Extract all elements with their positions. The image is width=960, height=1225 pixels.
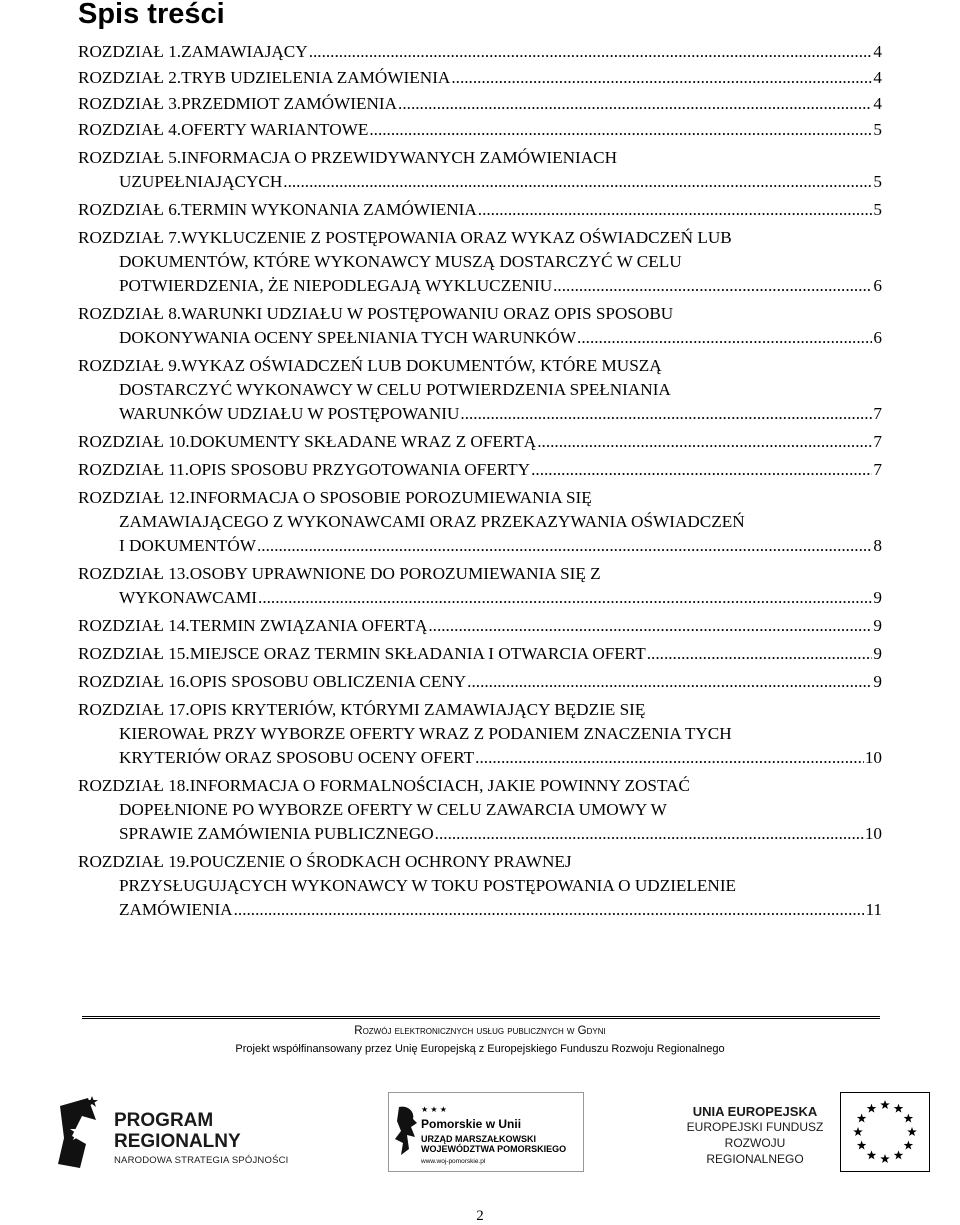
griffin-icon — [393, 1103, 419, 1159]
toc-page-number: 5 — [873, 200, 882, 219]
toc-entry-text: ROZDZIAŁ 10.DOKUMENTY SKŁADANE WRAZ Z OFERTĄ — [78, 432, 537, 451]
toc-entry-text: I DOKUMENTÓW — [119, 536, 256, 555]
toc-entry-line — [78, 402, 882, 426]
toc-entry-line — [78, 40, 882, 64]
toc-entry-line — [78, 92, 882, 116]
toc-entry-text: ROZDZIAŁ 14.TERMIN ZWIĄZANIA OFERTĄ — [78, 616, 428, 635]
toc-page-number: 5 — [873, 120, 882, 139]
unia-line3: ROZWOJU REGIONALNEGO — [706, 1136, 804, 1166]
toc-entry-text: PRZYSŁUGUJĄCYCH WYKONAWCY W TOKU POSTĘPOWANIA O UDZIELENIE — [119, 876, 737, 895]
toc-entry-text: DOKONYWANIA OCENY SPEŁNIANIA TYCH WARUNKÓW — [119, 328, 577, 347]
toc-entry[interactable] — [78, 614, 882, 638]
toc-entry-line — [78, 326, 882, 350]
pomorskie-logo — [388, 1092, 584, 1172]
toc-entry[interactable] — [78, 354, 882, 426]
toc-entry-line — [78, 274, 882, 298]
toc-entry-line — [78, 562, 882, 586]
toc-entry-line — [78, 874, 882, 898]
toc-entry-line — [78, 430, 882, 454]
pomorskie-line3: WOJEWÓDZTWA POMORSKIEGO — [421, 1144, 567, 1154]
toc-dot-leader — [537, 430, 872, 454]
pomorskie-line1: Pomorskie w Unii — [421, 1117, 522, 1131]
eu-flag-icon — [840, 1092, 930, 1172]
pomorskie-line2: URZĄD MARSZAŁKOWSKI — [421, 1134, 536, 1144]
toc-entry[interactable] — [78, 302, 882, 350]
toc-entry-text: ROZDZIAŁ 1.ZAMAWIAJĄCY — [78, 42, 308, 61]
toc-entry-text: ZAMÓWIENIA — [119, 900, 233, 919]
toc-entry-text: DOSTARCZYĆ WYKONAWCY W CELU POTWIERDZENIA SPEŁNIANIA — [119, 380, 671, 399]
toc-entry-text: KRYTERIÓW ORAZ SPOSOBU OCENY OFERT — [119, 748, 475, 767]
toc-entry-text: ROZDZIAŁ 11.OPIS SPOSOBU PRZYGOTOWANIA OFERTY — [78, 460, 531, 479]
toc-page-number: 8 — [873, 536, 882, 555]
toc-entry[interactable] — [78, 486, 882, 558]
toc-entry-text: WARUNKÓW UDZIAŁU W POSTĘPOWANIU — [119, 404, 460, 423]
toc-page-number: 10 — [864, 824, 882, 843]
toc-entry[interactable] — [78, 92, 882, 116]
toc-entry[interactable] — [78, 118, 882, 142]
toc-entry-text: ROZDZIAŁ 7.WYKLUCZENIE Z POSTĘPOWANIA ORAZ WYKAZ OŚWIADCZEŃ LUB — [78, 228, 732, 247]
toc-entry[interactable] — [78, 40, 882, 64]
toc-entry[interactable] — [78, 774, 882, 846]
toc-entry[interactable] — [78, 146, 882, 194]
toc-page-number: 9 — [873, 672, 882, 691]
toc-entry-line — [78, 250, 882, 274]
toc-dot-leader — [647, 642, 873, 666]
toc-dot-leader — [257, 534, 872, 558]
toc-heading: Spis treści — [78, 0, 225, 30]
toc-dot-leader — [577, 326, 872, 350]
toc-dot-leader — [258, 586, 872, 610]
toc-page-number: 10 — [864, 748, 882, 767]
toc-dot-leader — [553, 274, 872, 298]
footer-project-title: Rozwój elektronicznych usług publicznych w Gdyni — [354, 1025, 606, 1037]
toc-page-number: 7 — [873, 404, 882, 423]
toc-entry-line — [78, 670, 882, 694]
toc-entry-text: ROZDZIAŁ 19.POUCZENIE O ŚRODKACH OCHRONY PRAWNEJ — [78, 852, 572, 871]
toc-entry[interactable] — [78, 430, 882, 454]
toc-entry[interactable] — [78, 642, 882, 666]
toc-entry-text: ROZDZIAŁ 9.WYKAZ OŚWIADCZEŃ LUB DOKUMENTÓW, KTÓRE MUSZĄ — [78, 356, 662, 375]
toc-page-number: 6 — [873, 328, 882, 347]
program-regionalny-line1: PROGRAM — [114, 1110, 214, 1131]
toc-dot-leader — [283, 170, 872, 194]
toc-entry-line — [78, 798, 882, 822]
unia-line2: EUROPEJSKI FUNDUSZ — [686, 1120, 824, 1134]
toc-entry-line — [78, 354, 882, 378]
toc-entry-line — [78, 822, 882, 846]
toc-entry-line — [78, 774, 882, 798]
footer-rule — [82, 1016, 880, 1019]
toc-entry-line — [78, 510, 882, 534]
toc-entry-line — [78, 746, 882, 770]
toc-entry-line — [78, 118, 882, 142]
toc-entry-line — [78, 66, 882, 90]
toc-page-number: 11 — [865, 900, 882, 919]
toc-entry-line — [78, 302, 882, 326]
toc-entry-text: ZAMAWIAJĄCEGO Z WYKONAWCAMI ORAZ PRZEKAZYWANIA OŚWIADCZEŃ — [119, 512, 745, 531]
toc-entry-line — [78, 722, 882, 746]
unia-europejska-logo — [678, 1092, 936, 1172]
toc-entry-line — [78, 586, 882, 610]
toc-entry-line — [78, 458, 882, 482]
toc-entry[interactable] — [78, 226, 882, 298]
toc-dot-leader — [369, 118, 872, 142]
toc-page-number: 5 — [873, 172, 882, 191]
toc-dot-leader — [234, 898, 865, 922]
toc-entry[interactable] — [78, 66, 882, 90]
program-regionalny-line3: NARODOWA STRATEGIA SPÓJNOŚCI — [114, 1155, 289, 1166]
toc-entry-line — [78, 486, 882, 510]
toc-entry-line — [78, 226, 882, 250]
toc-dot-leader — [451, 66, 872, 90]
toc-entry-text: ROZDZIAŁ 6.TERMIN WYKONANIA ZAMÓWIENIA — [78, 200, 477, 219]
toc-page-number: 9 — [873, 616, 882, 635]
pomorskie-line4: www.woj-pomorskie.pl — [421, 1158, 486, 1165]
toc-entry-text: UZUPEŁNIAJĄCYCH — [119, 172, 283, 191]
toc-entry-line — [78, 198, 882, 222]
toc-page-number: 6 — [873, 276, 882, 295]
toc-entry-text: ROZDZIAŁ 15.MIEJSCE ORAZ TERMIN SKŁADANIA I OTWARCIA OFERT — [78, 644, 646, 663]
program-regionalny-logo — [52, 1092, 292, 1172]
toc-entry-text: DOKUMENTÓW, KTÓRE WYKONAWCY MUSZĄ DOSTARCZYĆ W CELU — [119, 252, 682, 271]
toc-page-number: 7 — [873, 460, 882, 479]
toc-entry-text: ROZDZIAŁ 16.OPIS SPOSOBU OBLICZENIA CENY — [78, 672, 467, 691]
toc-entry-text: ROZDZIAŁ 3.PRZEDMIOT ZAMÓWIENIA — [78, 94, 398, 113]
toc-entry-text: ROZDZIAŁ 18.INFORMACJA O FORMALNOŚCIACH, JAKIE POWINNY ZOSTAĆ — [78, 776, 690, 795]
toc-entry-text: ROZDZIAŁ 8.WARUNKI UDZIAŁU W POSTĘPOWANIU ORAZ OPIS SPOSOBU — [78, 304, 674, 323]
toc-entry[interactable] — [78, 458, 882, 482]
toc-entry[interactable] — [78, 198, 882, 222]
toc-page-number: 7 — [873, 432, 882, 451]
toc-page-number: 9 — [873, 588, 882, 607]
toc-page-number: 9 — [873, 644, 882, 663]
toc-entry-line — [78, 378, 882, 402]
toc-dot-leader — [309, 40, 873, 64]
toc-dot-leader — [531, 458, 872, 482]
toc-entry-line — [78, 534, 882, 558]
toc-page-number: 4 — [873, 94, 882, 113]
toc-entry-line — [78, 850, 882, 874]
toc-entry-line — [78, 146, 882, 170]
program-regionalny-emblem-icon — [52, 1092, 108, 1172]
toc-dot-leader — [467, 670, 872, 694]
toc-dot-leader — [398, 92, 872, 116]
toc-entry-text: ROZDZIAŁ 17.OPIS KRYTERIÓW, KTÓRYMI ZAMAWIAJĄCY BĘDZIE SIĘ — [78, 700, 646, 719]
toc-entry-text: ROZDZIAŁ 2.TRYB UDZIELENIA ZAMÓWIENIA — [78, 68, 451, 87]
pomorskie-stars-icon: ★ ★ ★ — [421, 1105, 447, 1114]
toc-page-number: 4 — [873, 42, 882, 61]
toc-dot-leader — [475, 746, 864, 770]
toc-entry-line — [78, 614, 882, 638]
page-number: 2 — [476, 1208, 484, 1224]
toc-entry[interactable] — [78, 698, 882, 770]
toc-dot-leader — [435, 822, 864, 846]
toc-entry[interactable] — [78, 562, 882, 610]
toc-entry[interactable] — [78, 850, 882, 922]
toc-entry-text: POTWIERDZENIA, ŻE NIEPODLEGAJĄ WYKLUCZENIU — [119, 276, 553, 295]
toc-entry[interactable] — [78, 670, 882, 694]
toc-entry-text: KIEROWAŁ PRZY WYBORZE OFERTY WRAZ Z PODANIEM ZNACZENIA TYCH — [119, 724, 732, 743]
toc-entry-line — [78, 170, 882, 194]
footer-subtitle: Projekt współfinansowany przez Unię Europejską z Europejskiego Funduszu Rozwoju Regionalnego — [235, 1043, 725, 1055]
toc-entry-text: ROZDZIAŁ 13.OSOBY UPRAWNIONE DO POROZUMIEWANIA SIĘ Z — [78, 564, 601, 583]
toc-dot-leader — [460, 402, 872, 426]
unia-line1: UNIA EUROPEJSKA — [692, 1104, 818, 1119]
toc-entry-text: ROZDZIAŁ 5.INFORMACJA O PRZEWIDYWANYCH ZAMÓWIENIACH — [78, 148, 617, 167]
toc-entry-text: ROZDZIAŁ 12.INFORMACJA O SPOSOBIE POROZUMIEWANIA SIĘ — [78, 488, 592, 507]
toc-page-number: 4 — [873, 68, 882, 87]
toc-entry-line — [78, 642, 882, 666]
toc-entry-text: ROZDZIAŁ 4.OFERTY WARIANTOWE — [78, 120, 369, 139]
toc-entry-line — [78, 898, 882, 922]
program-regionalny-line2: REGIONALNY — [114, 1131, 241, 1152]
toc-entry-line — [78, 698, 882, 722]
toc-entry-text: SPRAWIE ZAMÓWIENIA PUBLICZNEGO — [119, 824, 434, 843]
toc-entry-text: WYKONAWCAMI — [119, 588, 258, 607]
toc-entry-text: DOPEŁNIONE PO WYBORZE OFERTY W CELU ZAWARCIA UMOWY W — [119, 800, 667, 819]
toc-dot-leader — [478, 198, 873, 222]
toc-dot-leader — [428, 614, 872, 638]
table-of-contents — [78, 40, 882, 922]
